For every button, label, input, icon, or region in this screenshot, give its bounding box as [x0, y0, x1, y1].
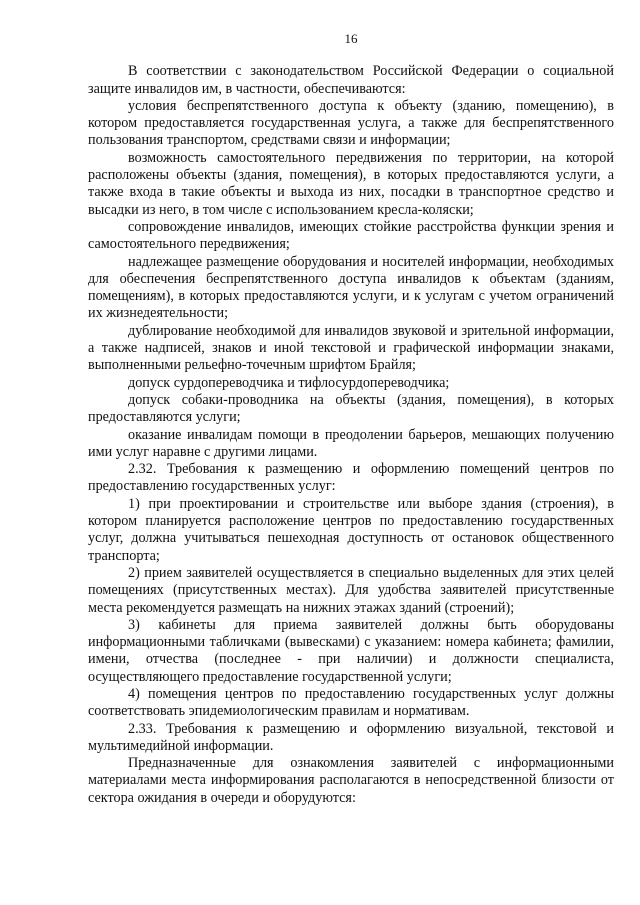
page-number: 16 — [344, 31, 358, 46]
paragraph-list-item: надлежащее размещение оборудования и носителей информации, необходимых для обеспечения беспрепятственного доступа инвалидов к объектам (зданиям, помещениям), в которых предоставляются услуги, и к услугам с учетом ограничений их жизнедеятельности; — [88, 253, 614, 322]
paragraph-body: Предназначенные для ознакомления заявителей с информационными материалами места информирования располагаются в непосредственной близости от сектора ожидания в очереди и оборудуются: — [88, 755, 614, 806]
paragraph-numbered-item: 4) помещения центров по предоставлению государственных услуг должны соответствовать эпидемиологическим правилам и нормативам. — [88, 685, 614, 720]
paragraph-intro: В соответствии с законодательством Российской Федерации о социальной защите инвалидов им, в частности, обеспечиваются: — [88, 63, 614, 97]
paragraph-numbered-item: 1) при проектировании и строительстве или выборе здания (строения), в котором планируется расположение центров по предоставлению государственных услуг, должна учитываться пешеходная доступность от остановок общественного транспорта; — [88, 495, 614, 564]
paragraph-list-item: условия беспрепятственного доступа к объекту (зданию, помещению), в котором предоставляется государственная услуга, а также для беспрепятственного пользования транспортом, средствами связи и информации; — [88, 97, 614, 149]
section-2-32-heading: 2.32. Требования к размещению и оформлению помещений центров по предоставлению государственных услуг: — [88, 461, 614, 495]
paragraph-list-item: оказание инвалидам помощи в преодолении барьеров, мешающих получению ими услуг наравне с другими лицами. — [88, 426, 614, 460]
paragraph-list-item: допуск собаки-проводника на объекты (здания, помещения), в которых предоставляются услуги; — [88, 391, 614, 426]
paragraph-numbered-item: 3) кабинеты для приема заявителей должны быть оборудованы информационными табличками (вывесками) с указанием: номера кабинета; фамилии, имени, отчества (последнее - при наличии) и должности специалиста, осуществляющего предоставление государственной услуги; — [88, 616, 614, 685]
section-2-33-heading: 2.33. Требования к размещению и оформлению визуальной, текстовой и мультимедийной информации. — [88, 720, 614, 754]
paragraph-list-item: допуск сурдопереводчика и тифлосурдопереводчика; — [128, 374, 450, 391]
paragraph-list-item: дублирование необходимой для инвалидов звуковой и зрительной информации, а также надписей, знаков и иной текстовой и графической информации знаками, выполненными рельефно-точечным шрифтом Брайля; — [88, 322, 614, 374]
paragraph-list-item: возможность самостоятельного передвижения по территории, на которой расположены объекты (здания, помещения), в которых предоставляются услуги, а также входа в такие объекты и выхода из них, посадки в транспортное средство и высадки из него, в том числе с использованием кресла-коляски; — [88, 149, 614, 218]
paragraph-numbered-item: 2) прием заявителей осуществляется в специально выделенных для этих целей помещениях (присутственных местах). Для удобства заявителей присутственные места рекомендуется размещать на нижних этажах зданий (строений); — [88, 564, 614, 616]
document-body — [88, 63, 614, 807]
paragraph-list-item: сопровождение инвалидов, имеющих стойкие расстройства функции зрения и самостоятельного передвижения; — [88, 218, 614, 253]
